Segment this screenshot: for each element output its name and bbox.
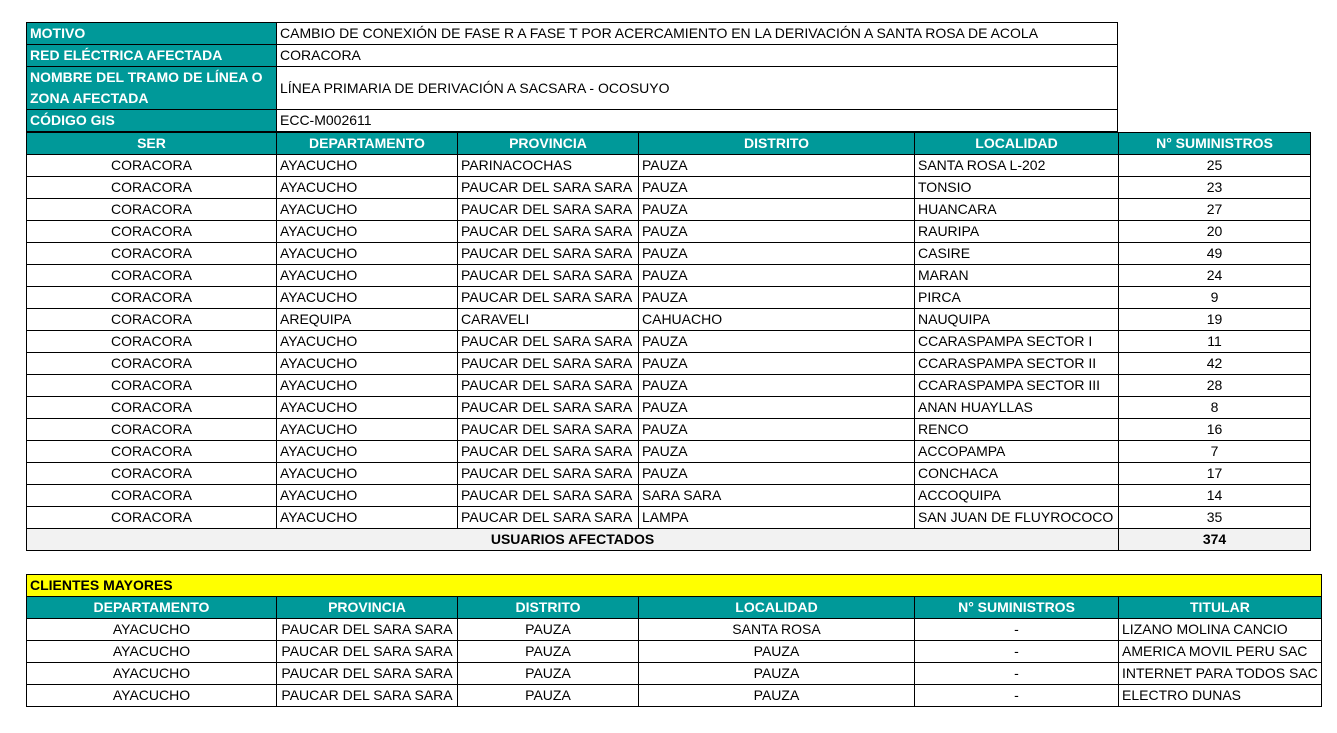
- distrito-cell: PAUZA: [639, 155, 915, 177]
- localidad-cell: ACCOQUIPA: [915, 485, 1119, 507]
- ser-cell: CORACORA: [27, 331, 277, 353]
- tramo-label: NOMBRE DEL TRAMO DE LÍNEA O ZONA AFECTADA: [27, 67, 277, 110]
- client-titular-cell: INTERNET PARA TODOS SAC: [1119, 663, 1322, 685]
- client-localidad-cell: PAUZA: [639, 663, 915, 685]
- motivo-row: [27, 23, 1118, 45]
- header-distrito: DISTRITO: [639, 133, 915, 155]
- localidad-cell: TONSIO: [915, 177, 1119, 199]
- clients-header-distrito: DISTRITO: [458, 597, 639, 619]
- ser-cell: CORACORA: [27, 177, 277, 199]
- provincia-cell: PAUCAR DEL SARA SARA: [458, 485, 639, 507]
- localidad-cell: CONCHACA: [915, 463, 1119, 485]
- suministros-cell: 9: [1119, 287, 1311, 309]
- client-row: [27, 619, 1322, 641]
- departamento-cell: AYACUCHO: [277, 485, 458, 507]
- red-value: CORACORA: [277, 45, 1118, 67]
- table-row: [27, 199, 1311, 221]
- client-localidad-cell: PAUZA: [639, 641, 915, 663]
- distrito-cell: PAUZA: [639, 353, 915, 375]
- localidad-cell: HUANCARA: [915, 199, 1119, 221]
- table-row: [27, 507, 1311, 529]
- provincia-cell: PAUCAR DEL SARA SARA: [458, 287, 639, 309]
- departamento-cell: AYACUCHO: [277, 463, 458, 485]
- table-row: [27, 441, 1311, 463]
- ser-cell: CORACORA: [27, 507, 277, 529]
- localidad-cell: CASIRE: [915, 243, 1119, 265]
- suministros-cell: 20: [1119, 221, 1311, 243]
- departamento-cell: AYACUCHO: [277, 155, 458, 177]
- ser-cell: CORACORA: [27, 375, 277, 397]
- ser-cell: CORACORA: [27, 287, 277, 309]
- ser-cell: CORACORA: [27, 441, 277, 463]
- provincia-cell: PAUCAR DEL SARA SARA: [458, 243, 639, 265]
- clients-header-localidad: LOCALIDAD: [639, 597, 915, 619]
- suministros-cell: 49: [1119, 243, 1311, 265]
- table-row: [27, 243, 1311, 265]
- client-distrito-cell: PAUZA: [458, 663, 639, 685]
- suministros-cell: 17: [1119, 463, 1311, 485]
- table-row: [27, 331, 1311, 353]
- main-header-row: [27, 133, 1311, 155]
- incident-info-table: [26, 22, 1118, 132]
- distrito-cell: PAUZA: [639, 397, 915, 419]
- distrito-cell: PAUZA: [639, 243, 915, 265]
- provincia-cell: PAUCAR DEL SARA SARA: [458, 463, 639, 485]
- distrito-cell: SARA SARA: [639, 485, 915, 507]
- table-row: [27, 309, 1311, 331]
- suministros-cell: 23: [1119, 177, 1311, 199]
- ser-cell: CORACORA: [27, 199, 277, 221]
- client-provincia-cell: PAUCAR DEL SARA SARA: [277, 619, 458, 641]
- ser-cell: CORACORA: [27, 221, 277, 243]
- red-row: [27, 45, 1118, 67]
- distrito-cell: PAUZA: [639, 375, 915, 397]
- total-value: 374: [1119, 529, 1311, 551]
- distrito-cell: PAUZA: [639, 419, 915, 441]
- header-departamento: DEPARTAMENTO: [277, 133, 458, 155]
- client-distrito-cell: PAUZA: [458, 641, 639, 663]
- clients-header-suministros: N° SUMINISTROS: [915, 597, 1119, 619]
- localidad-cell: ACCOPAMPA: [915, 441, 1119, 463]
- distrito-cell: PAUZA: [639, 287, 915, 309]
- motivo-value: CAMBIO DE CONEXIÓN DE FASE R A FASE T POR ACERCAMIENTO EN LA DERIVACIÓN A SANTA ROSA DE ACOLA: [277, 23, 1118, 45]
- localidad-cell: SANTA ROSA L-202: [915, 155, 1119, 177]
- departamento-cell: AYACUCHO: [277, 265, 458, 287]
- clients-title: CLIENTES MAYORES: [27, 575, 1322, 597]
- departamento-cell: AYACUCHO: [277, 243, 458, 265]
- provincia-cell: PAUCAR DEL SARA SARA: [458, 221, 639, 243]
- suministros-cell: 16: [1119, 419, 1311, 441]
- suministros-cell: 19: [1119, 309, 1311, 331]
- gis-label: CÓDIGO GIS: [27, 110, 277, 132]
- localidad-cell: CCARASPAMPA SECTOR II: [915, 353, 1119, 375]
- tramo-value: LÍNEA PRIMARIA DE DERIVACIÓN A SACSARA - OCOSUYO: [277, 67, 1118, 110]
- client-provincia-cell: PAUCAR DEL SARA SARA: [277, 663, 458, 685]
- provincia-cell: PAUCAR DEL SARA SARA: [458, 375, 639, 397]
- suministros-cell: 14: [1119, 485, 1311, 507]
- distrito-cell: CAHUACHO: [639, 309, 915, 331]
- ser-cell: CORACORA: [27, 265, 277, 287]
- client-distrito-cell: PAUZA: [458, 685, 639, 707]
- table-row: [27, 155, 1311, 177]
- table-row: [27, 375, 1311, 397]
- affected-localities-table: [26, 132, 1311, 551]
- total-row: [27, 529, 1311, 551]
- ser-cell: CORACORA: [27, 463, 277, 485]
- total-label: USUARIOS AFECTADOS: [27, 529, 1119, 551]
- distrito-cell: PAUZA: [639, 199, 915, 221]
- client-row: [27, 685, 1322, 707]
- client-titular-cell: LIZANO MOLINA CANCIO: [1119, 619, 1322, 641]
- table-row: [27, 221, 1311, 243]
- table-row: [27, 177, 1311, 199]
- header-provincia: PROVINCIA: [458, 133, 639, 155]
- provincia-cell: PAUCAR DEL SARA SARA: [458, 199, 639, 221]
- gis-row: [27, 110, 1118, 132]
- distrito-cell: PAUZA: [639, 177, 915, 199]
- departamento-cell: AYACUCHO: [277, 375, 458, 397]
- red-label: RED ELÉCTRICA AFECTADA: [27, 45, 277, 67]
- departamento-cell: AYACUCHO: [277, 331, 458, 353]
- provincia-cell: PAUCAR DEL SARA SARA: [458, 419, 639, 441]
- header-localidad: LOCALIDAD: [915, 133, 1119, 155]
- departamento-cell: AYACUCHO: [277, 177, 458, 199]
- header-suministros: N° SUMINISTROS: [1119, 133, 1311, 155]
- ser-cell: CORACORA: [27, 155, 277, 177]
- departamento-cell: AYACUCHO: [277, 507, 458, 529]
- localidad-cell: SAN JUAN DE FLUYROCOCO: [915, 507, 1119, 529]
- clients-header-titular: TITULAR: [1119, 597, 1322, 619]
- table-row: [27, 397, 1311, 419]
- suministros-cell: 42: [1119, 353, 1311, 375]
- client-titular-cell: ELECTRO DUNAS: [1119, 685, 1322, 707]
- suministros-cell: 27: [1119, 199, 1311, 221]
- table-row: [27, 419, 1311, 441]
- provincia-cell: PAUCAR DEL SARA SARA: [458, 177, 639, 199]
- client-distrito-cell: PAUZA: [458, 619, 639, 641]
- ser-cell: CORACORA: [27, 419, 277, 441]
- ser-cell: CORACORA: [27, 309, 277, 331]
- header-ser: SER: [27, 133, 277, 155]
- departamento-cell: AREQUIPA: [277, 309, 458, 331]
- client-localidad-cell: SANTA ROSA: [639, 619, 915, 641]
- gis-value: ECC-M002611: [277, 110, 1118, 132]
- client-titular-cell: AMERICA MOVIL PERU SAC: [1119, 641, 1322, 663]
- provincia-cell: PAUCAR DEL SARA SARA: [458, 441, 639, 463]
- localidad-cell: RENCO: [915, 419, 1119, 441]
- ser-cell: CORACORA: [27, 353, 277, 375]
- client-suministros-cell: -: [915, 619, 1119, 641]
- client-row: [27, 663, 1322, 685]
- provincia-cell: PAUCAR DEL SARA SARA: [458, 353, 639, 375]
- suministros-cell: 8: [1119, 397, 1311, 419]
- client-departamento-cell: AYACUCHO: [27, 685, 277, 707]
- departamento-cell: AYACUCHO: [277, 199, 458, 221]
- provincia-cell: PAUCAR DEL SARA SARA: [458, 397, 639, 419]
- client-departamento-cell: AYACUCHO: [27, 619, 277, 641]
- clients-header-departamento: DEPARTAMENTO: [27, 597, 277, 619]
- table-row: [27, 287, 1311, 309]
- departamento-cell: AYACUCHO: [277, 221, 458, 243]
- clients-title-row: [27, 575, 1322, 597]
- client-suministros-cell: -: [915, 641, 1119, 663]
- table-row: [27, 353, 1311, 375]
- departamento-cell: AYACUCHO: [277, 287, 458, 309]
- major-clients-table: [26, 574, 1322, 707]
- provincia-cell: PAUCAR DEL SARA SARA: [458, 265, 639, 287]
- distrito-cell: PAUZA: [639, 331, 915, 353]
- localidad-cell: RAURIPA: [915, 221, 1119, 243]
- client-localidad-cell: PAUZA: [639, 685, 915, 707]
- suministros-cell: 7: [1119, 441, 1311, 463]
- suministros-cell: 11: [1119, 331, 1311, 353]
- localidad-cell: MARAN: [915, 265, 1119, 287]
- tramo-row: [27, 67, 1118, 110]
- motivo-label: MOTIVO: [27, 23, 277, 45]
- departamento-cell: AYACUCHO: [277, 419, 458, 441]
- ser-cell: CORACORA: [27, 397, 277, 419]
- client-suministros-cell: -: [915, 685, 1119, 707]
- suministros-cell: 35: [1119, 507, 1311, 529]
- distrito-cell: PAUZA: [639, 463, 915, 485]
- suministros-cell: 28: [1119, 375, 1311, 397]
- client-suministros-cell: -: [915, 663, 1119, 685]
- localidad-cell: NAUQUIPA: [915, 309, 1119, 331]
- departamento-cell: AYACUCHO: [277, 441, 458, 463]
- departamento-cell: AYACUCHO: [277, 353, 458, 375]
- suministros-cell: 25: [1119, 155, 1311, 177]
- client-row: [27, 641, 1322, 663]
- localidad-cell: PIRCA: [915, 287, 1119, 309]
- clients-header-row: [27, 597, 1322, 619]
- client-departamento-cell: AYACUCHO: [27, 641, 277, 663]
- localidad-cell: CCARASPAMPA SECTOR III: [915, 375, 1119, 397]
- ser-cell: CORACORA: [27, 485, 277, 507]
- distrito-cell: LAMPA: [639, 507, 915, 529]
- localidad-cell: CCARASPAMPA SECTOR I: [915, 331, 1119, 353]
- table-row: [27, 265, 1311, 287]
- provincia-cell: CARAVELI: [458, 309, 639, 331]
- departamento-cell: AYACUCHO: [277, 397, 458, 419]
- distrito-cell: PAUZA: [639, 441, 915, 463]
- distrito-cell: PAUZA: [639, 265, 915, 287]
- distrito-cell: PAUZA: [639, 221, 915, 243]
- suministros-cell: 24: [1119, 265, 1311, 287]
- localidad-cell: ANAN HUAYLLAS: [915, 397, 1119, 419]
- client-departamento-cell: AYACUCHO: [27, 663, 277, 685]
- ser-cell: CORACORA: [27, 243, 277, 265]
- provincia-cell: PAUCAR DEL SARA SARA: [458, 331, 639, 353]
- client-provincia-cell: PAUCAR DEL SARA SARA: [277, 685, 458, 707]
- client-provincia-cell: PAUCAR DEL SARA SARA: [277, 641, 458, 663]
- table-row: [27, 463, 1311, 485]
- clients-header-provincia: PROVINCIA: [277, 597, 458, 619]
- provincia-cell: PARINACOCHAS: [458, 155, 639, 177]
- provincia-cell: PAUCAR DEL SARA SARA: [458, 507, 639, 529]
- table-row: [27, 485, 1311, 507]
